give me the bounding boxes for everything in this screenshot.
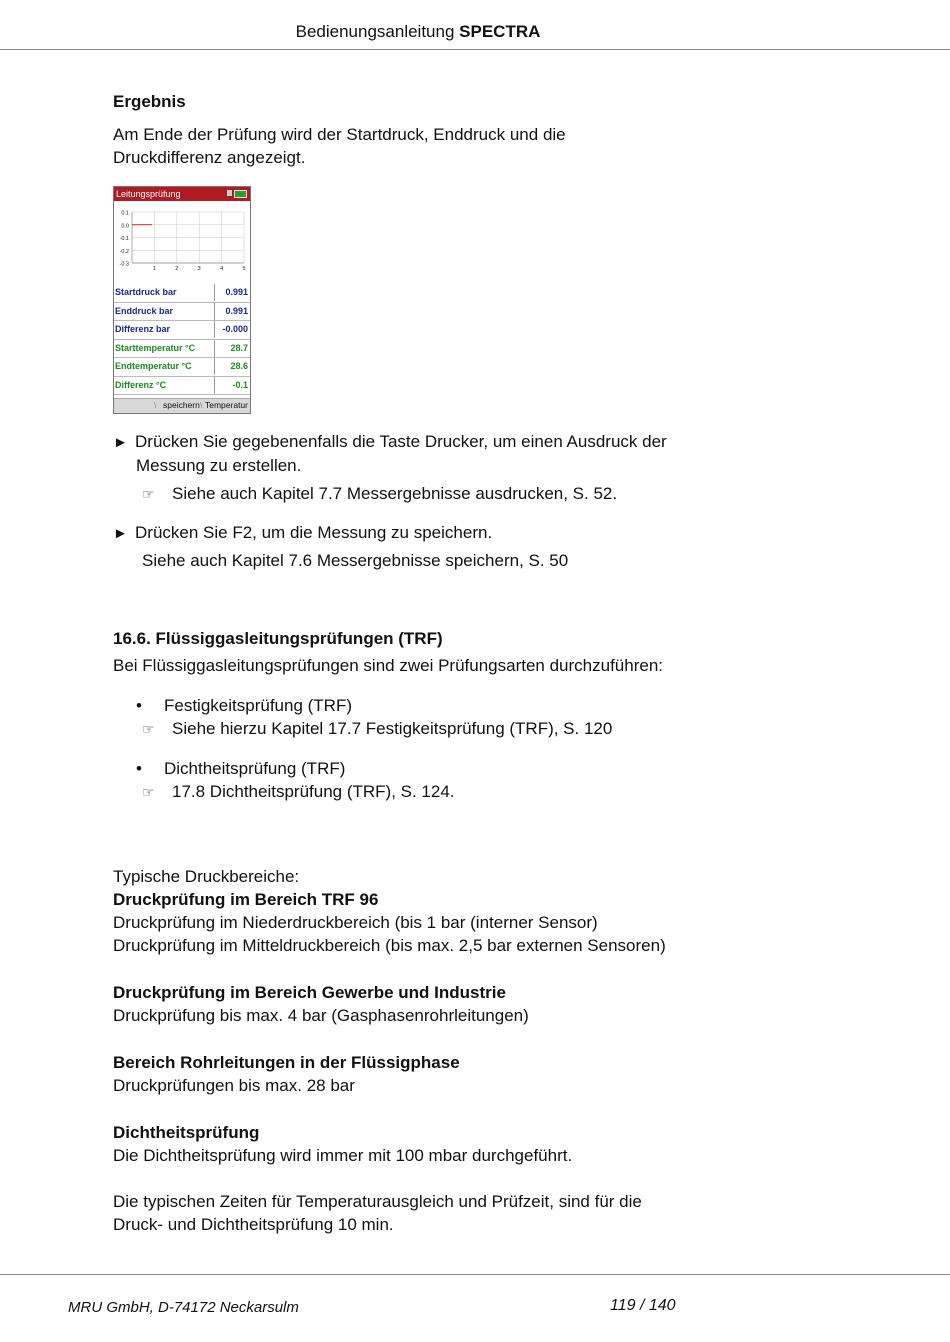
result-label: Differenz bar	[115, 324, 171, 334]
arrow-icon: ►	[113, 525, 128, 542]
bullet-icon: •	[136, 696, 142, 715]
result-label: Endtemperatur °C	[115, 361, 192, 371]
result-row	[114, 358, 250, 377]
header-product: SPECTRA	[459, 22, 541, 41]
step-2-ref: Siehe auch Kapitel 7.6 Messergebnisse speichern, S. 50	[142, 551, 569, 570]
chart-x-tick-label: 2	[175, 266, 179, 272]
result-value: 0.991	[214, 284, 248, 301]
result-row	[114, 303, 250, 322]
result-row	[114, 377, 250, 396]
result-table	[114, 284, 250, 395]
ranges-text: Druckprüfung im Mitteldruckbereich (bis max. 2,5 bar externen Sensoren)	[113, 936, 666, 955]
section-intro: Bei Flüssiggasleitungsprüfungen sind zwei Prüfungsarten durchzuführen:	[113, 656, 663, 675]
ranges-heading-industry: Druckprüfung im Bereich Gewerbe und Industrie	[113, 983, 506, 1002]
step-1-ref-text: Siehe auch Kapitel 7.7 Messergebnisse ausdrucken, S. 52.	[172, 484, 618, 503]
softkey-temperature[interactable]: Temperatur	[205, 400, 248, 410]
softkey-divider: \	[154, 400, 157, 410]
ranges-text: Druckprüfung im Niederdruckbereich (bis 1 bar (interner Sensor)	[113, 913, 598, 932]
arrow-icon: ►	[113, 434, 128, 451]
bullet-1-text: Festigkeitsprüfung (TRF)	[164, 696, 352, 715]
page-number: 119 / 140	[610, 1297, 676, 1314]
chart-x-tick-label: 5	[242, 266, 246, 272]
battery-icon	[234, 190, 247, 198]
bullet-1-ref-text: Siehe hierzu Kapitel 17.7 Festigkeitsprüfung (TRF), S. 120	[172, 719, 613, 738]
chart-y-tick-label: -0.2	[119, 248, 129, 255]
result-row	[114, 284, 250, 303]
step-1-ref	[142, 482, 617, 506]
step-1-text-2: Messung zu erstellen.	[136, 456, 302, 475]
step-2-text: Drücken Sie F2, um die Messung zu speichern.	[135, 523, 493, 542]
chart-y-tick-label: -0.1	[119, 236, 129, 242]
result-row	[114, 321, 250, 340]
bullet-2-text: Dichtheitsprüfung (TRF)	[164, 759, 346, 778]
closing-text-1: Die typischen Zeiten für Temperaturausgleich und Prüfzeit, sind für die	[113, 1192, 642, 1211]
chart-y-tick-label: -0.3	[119, 261, 129, 268]
footer-rule	[0, 1274, 950, 1275]
pointing-hand-icon: ☞	[142, 486, 155, 502]
ergebnis-heading: Ergebnis	[113, 92, 186, 111]
result-label: Starttemperatur °C	[115, 342, 196, 353]
ranges-heading-liquid: Bereich Rohrleitungen in der Flüssigphase	[113, 1053, 460, 1072]
result-value: 28.6	[214, 358, 248, 375]
bullet-1-ref	[142, 717, 612, 741]
closing-text-2: Druck- und Dichtheitsprüfung 10 min.	[113, 1215, 394, 1234]
softkey-bar	[114, 398, 250, 413]
ranges-heading-tightness: Dichtheitsprüfung	[113, 1123, 260, 1142]
ergebnis-text-1: Am Ende der Prüfung wird der Startdruck, Enddruck und die	[113, 125, 566, 144]
result-label: Enddruck bar	[115, 305, 174, 316]
bullet-2	[136, 757, 345, 780]
step-1	[113, 430, 667, 454]
pointing-hand-icon: ☞	[142, 721, 155, 737]
result-label: Startdruck bar	[115, 287, 177, 297]
bullet-1	[136, 694, 352, 717]
result-value: 28.7	[214, 340, 248, 357]
ranges-text: Druckprüfungen bis max. 28 bar	[113, 1076, 355, 1095]
bullet-icon: •	[136, 759, 142, 778]
softkey-save[interactable]: speichern	[163, 400, 200, 410]
lock-icon	[227, 190, 232, 196]
ranges-intro: Typische Druckbereiche:	[113, 867, 300, 886]
softkey-divider: \	[200, 400, 203, 410]
step-1-text: Drücken Sie gegebenenfalls die Taste Drucker, um einen Ausdruck der	[135, 432, 667, 451]
step-2	[113, 521, 492, 545]
chart-y-tick-label: 0.1	[121, 210, 129, 217]
ranges-text: Die Dichtheitsprüfung wird immer mit 100 mbar durchgeführt.	[113, 1146, 573, 1165]
device-title: Leitungsprüfung	[116, 189, 181, 199]
ergebnis-text-2: Druckdifferenz angezeigt.	[113, 148, 306, 167]
chart-x-tick-label: 4	[220, 266, 224, 272]
ranges-text: Druckprüfung bis max. 4 bar (Gasphasenrohrleitungen)	[113, 1006, 529, 1025]
ranges-heading-trf96: Druckprüfung im Bereich TRF 96	[113, 890, 379, 909]
result-value: -0.1	[214, 377, 248, 394]
result-value: 0.991	[214, 303, 248, 320]
bullet-2-ref-text: 17.8 Dichtheitsprüfung (TRF), S. 124.	[172, 782, 455, 801]
footer-company: MRU GmbH, D-74172 Neckarsulm	[68, 1299, 299, 1316]
bullet-2-ref	[142, 780, 455, 804]
result-label: Differenz °C	[115, 379, 167, 390]
section-heading: 16.6. Flüssiggasleitungsprüfungen (TRF)	[113, 629, 443, 648]
result-row	[114, 340, 250, 359]
pressure-chart	[114, 202, 250, 272]
chart-x-tick-label: 1	[152, 266, 156, 272]
result-value: -0.000	[214, 321, 248, 338]
header-title: Bedienungsanleitung	[295, 22, 455, 41]
header-rule	[0, 49, 950, 50]
device-screenshot	[113, 186, 251, 414]
chart-y-tick-label: 0.0	[121, 223, 129, 230]
page-header	[0, 22, 836, 42]
chart-x-tick-label: 3	[197, 266, 201, 272]
device-title-bar	[114, 187, 250, 201]
pointing-hand-icon: ☞	[142, 784, 155, 800]
